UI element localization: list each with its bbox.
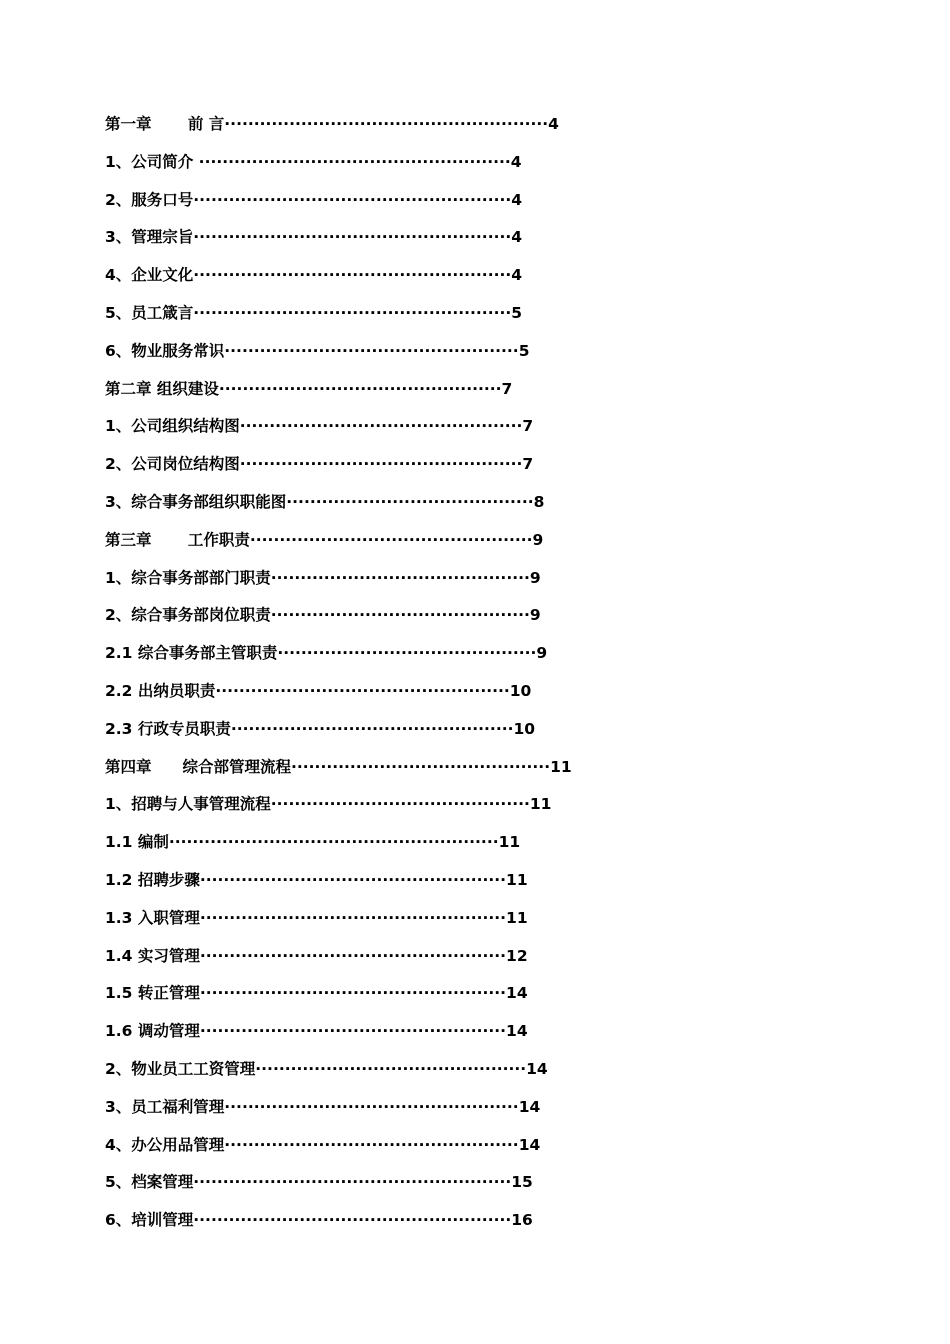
toc-entry[interactable]: 2、公司岗位结构图················································7	[105, 455, 534, 474]
toc-entry[interactable]: 2、综合事务部岗位职责············································9	[105, 606, 541, 625]
toc-entry[interactable]: 2、物业员工工资管理··············································14	[105, 1059, 548, 1078]
toc-entry[interactable]: 1、公司组织结构图················································7	[105, 417, 534, 436]
toc-entry[interactable]: 第一章 前 言·······················································4	[105, 115, 559, 133]
toc-entry[interactable]: 5、档案管理······················································15	[105, 1173, 533, 1192]
toc-entry[interactable]: 4、办公用品管理··················································14	[105, 1135, 541, 1154]
table-of-contents	[105, 106, 572, 1240]
toc-entry[interactable]: 1.5 转正管理····················································14	[105, 984, 528, 1003]
toc-entry[interactable]: 3、员工福利管理··················································14	[105, 1097, 541, 1116]
toc-entry[interactable]: 1.4 实习管理····················································12	[105, 946, 528, 965]
toc-entry[interactable]: 第三章 工作职责················································9	[105, 530, 544, 549]
toc-entry[interactable]: 2、服务口号······················································4	[105, 190, 523, 209]
toc-entry[interactable]: 1、综合事务部部门职责············································9	[105, 568, 541, 587]
toc-entry[interactable]: 1、公司简介 ·····················································4	[105, 152, 522, 171]
toc-entry[interactable]: 4、企业文化······················································4	[105, 266, 523, 285]
toc-entry[interactable]: 6、培训管理······················································16	[105, 1211, 533, 1230]
toc-entry[interactable]: 2.1 综合事务部主管职责············································9	[105, 644, 548, 663]
toc-entry[interactable]: 第二章 组织建设················································7	[105, 379, 513, 398]
toc-entry[interactable]: 3、管理宗旨······················································4	[105, 228, 523, 247]
toc-entry[interactable]: 第四章 综合部管理流程············································11	[105, 757, 572, 776]
toc-entry[interactable]: 1.3 入职管理····················································11	[105, 908, 528, 927]
toc-entry[interactable]: 2.2 出纳员职责··················································10	[105, 681, 532, 700]
toc-entry[interactable]: 1.1 编制························································11	[105, 833, 521, 852]
toc-entry[interactable]: 1.6 调动管理····················································14	[105, 1022, 528, 1041]
toc-entry[interactable]: 1.2 招聘步骤····················································11	[105, 870, 528, 889]
toc-entry[interactable]: 3、综合事务部组织职能图··········································8	[105, 492, 545, 511]
toc-entry[interactable]: 1、招聘与人事管理流程············································11	[105, 795, 552, 814]
toc-entry[interactable]: 6、物业服务常识··················································5	[105, 341, 530, 360]
toc-entry[interactable]: 2.3 行政专员职责················································10	[105, 719, 536, 738]
toc-entry[interactable]: 5、员工箴言······················································5	[105, 303, 523, 322]
